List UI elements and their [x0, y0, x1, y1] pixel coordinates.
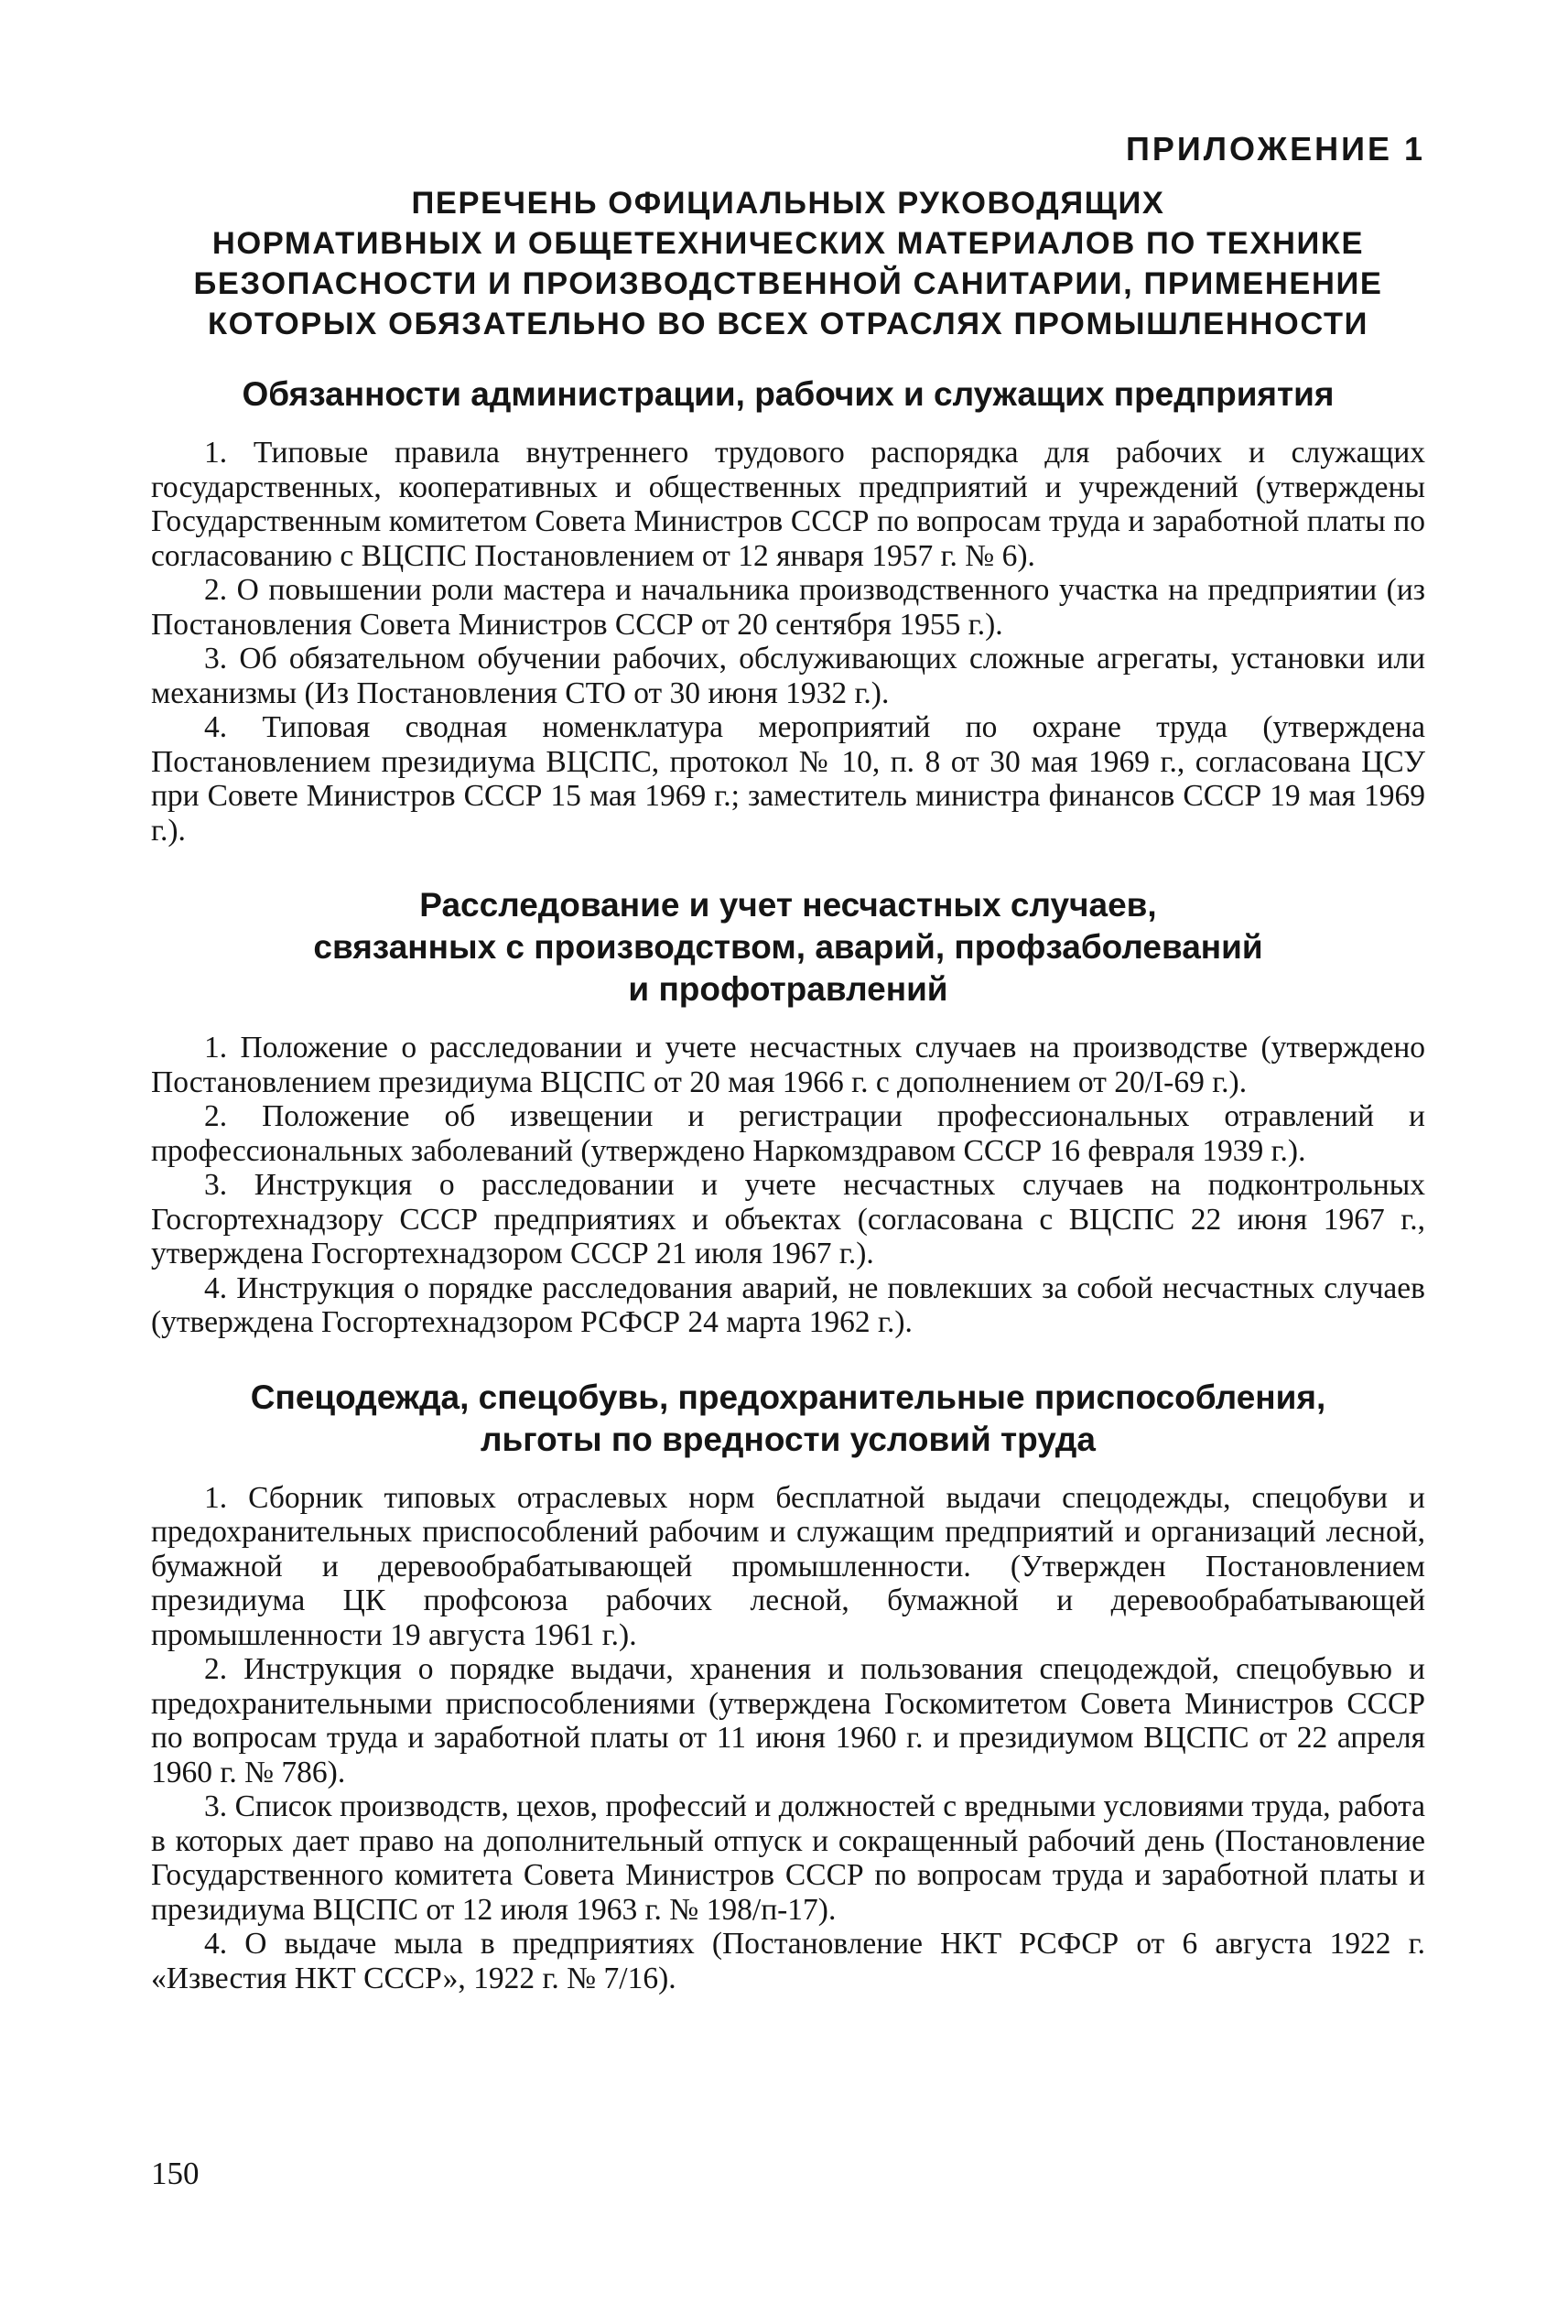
document-page: [151, 128, 1425, 2032]
appendix-label: ПРИЛОЖЕНИЕ 1: [1125, 130, 1425, 168]
section-heading-line: Обязанности администрации, рабочих и служащих предприятия: [242, 375, 1335, 413]
document-title: [151, 183, 1425, 344]
title-line: ПЕРЕЧЕНЬ ОФИЦИАЛЬНЫХ РУКОВОДЯЩИХ: [411, 186, 1165, 221]
section-heading-line: льготы по вредности условий труда: [481, 1420, 1096, 1458]
list-item: 2. Инструкция о порядке выдачи, хранения и пользования спецодеждой, спецобувью и предохранительными приспособлениями (утверждена Госкомитетом Совета Министров СССР по вопросам труда и заработной платы от 11 июня 1960 г. и президиумом ВЦСПС от 22 апреля 1960 г. № 786).: [151, 1652, 1425, 1789]
section-heading-line: Расследование и учет несчастных случаев,: [419, 886, 1157, 924]
list-item: 3. Об обязательном обучении рабочих, обслуживающих сложные агрегаты, установки или механизмы (Из Постановления СТО от 30 июня 1932 г.).: [151, 642, 1425, 710]
list-item: 4. О выдаче мыла в предприятиях (Постановление НКТ РСФСР от 6 августа 1922 г. «Известия НКТ СССР», 1922 г. № 7/16).: [151, 1927, 1425, 1995]
list-item: 2. Положение об извещении и регистрации профессиональных отравлений и профессиональных заболеваний (утверждено Наркомздравом СССР 16 февраля 1939 г.).: [151, 1099, 1425, 1168]
list-item: 1. Положение о расследовании и учете несчастных случаев на производстве (утверждено Постановлением президиума ВЦСПС от 20 мая 1966 г. с дополнением от 20/I-69 г.).: [151, 1031, 1425, 1099]
list-item: 2. О повышении роли мастера и начальника производственного участка на предприятии (из Постановления Совета Министров СССР от 20 сентября 1955 г.).: [151, 573, 1425, 642]
list-item: 3. Список производств, цехов, профессий и должностей с вредными условиями труда, работа в которых дает право на дополнительный отпуск и сокращенный рабочий день (Постановление Государственного комитета Совета Министров СССР по вопросам труда и заработной платы и президиума ВЦСПС от 12 июля 1963 г. № 198/п-17).: [151, 1789, 1425, 1927]
list-item: 4. Типовая сводная номенклатура мероприятий по охране труда (утверждена Постановлением президиума ВЦСПС, протокол № 10, п. 8 от 30 мая 1969 г., согласована ЦСУ при Совете Министров СССР 15 мая 1969 г.; заместитель министра финансов СССР 19 мая 1969 г.).: [151, 710, 1425, 848]
section-heading-line: и профотравлений: [628, 970, 948, 1008]
section-heading: [151, 884, 1425, 1011]
section-heading-line: Спецодежда, спецобувь, предохранительные приспособления,: [250, 1378, 1326, 1416]
list-item: 4. Инструкция о порядке расследования аварий, не повлекших за собой несчастных случаев (утверждена Госгортехнадзором РСФСР 24 марта 1962 г.).: [151, 1270, 1425, 1339]
title-line: БЕЗОПАСНОСТИ И ПРОИЗВОДСТВЕННОЙ САНИТАРИИ, ПРИМЕНЕНИЕ: [193, 266, 1383, 301]
title-line: НОРМАТИВНЫХ И ОБЩЕТЕХНИЧЕСКИХ МАТЕРИАЛОВ ПО ТЕХНИКЕ: [211, 226, 1365, 261]
section-heading: [151, 373, 1425, 416]
page-number: 150: [151, 2156, 200, 2191]
section-accidents: [151, 884, 1425, 1340]
section-duties: [151, 373, 1425, 848]
section-heading: [151, 1377, 1425, 1461]
title-line: КОТОРЫХ ОБЯЗАТЕЛЬНО ВО ВСЕХ ОТРАСЛЯХ ПРОМЫШЛЕННОСТИ: [207, 307, 1369, 341]
list-item: 3. Инструкция о расследовании и учете несчастных случаев на подконтрольных Госгортехнадзору СССР предприятиях и объектах (согласована с ВЦСПС 22 июня 1967 г., утверждена Госгортехнадзором СССР 21 июля 1967 г.).: [151, 1168, 1425, 1270]
list-item: 1. Типовые правила внутреннего трудового распорядка для рабочих и служащих государственных, кооперативных и общественных предприятий и учреждений (утверждены Государственным комитетом Совета Министров СССР по вопросам труда и заработной платы по согласованию с ВЦСПС Постановлением от 12 января 1957 г. № 6).: [151, 436, 1425, 573]
section-heading-line: связанных с производством, аварий, профзаболеваний: [313, 928, 1263, 966]
section-workwear: [151, 1377, 1425, 1996]
list-item: 1. Сборник типовых отраслевых норм бесплатной выдачи спецодежды, спецобуви и предохранительных приспособлений рабочим и служащим предприятий и организаций лесной, бумажной и деревообрабатывающей промышленности. (Утвержден Постановлением президиума ЦК профсоюза рабочих лесной, бумажной и деревообрабатывающей промышленности 19 августа 1961 г.).: [151, 1480, 1425, 1652]
